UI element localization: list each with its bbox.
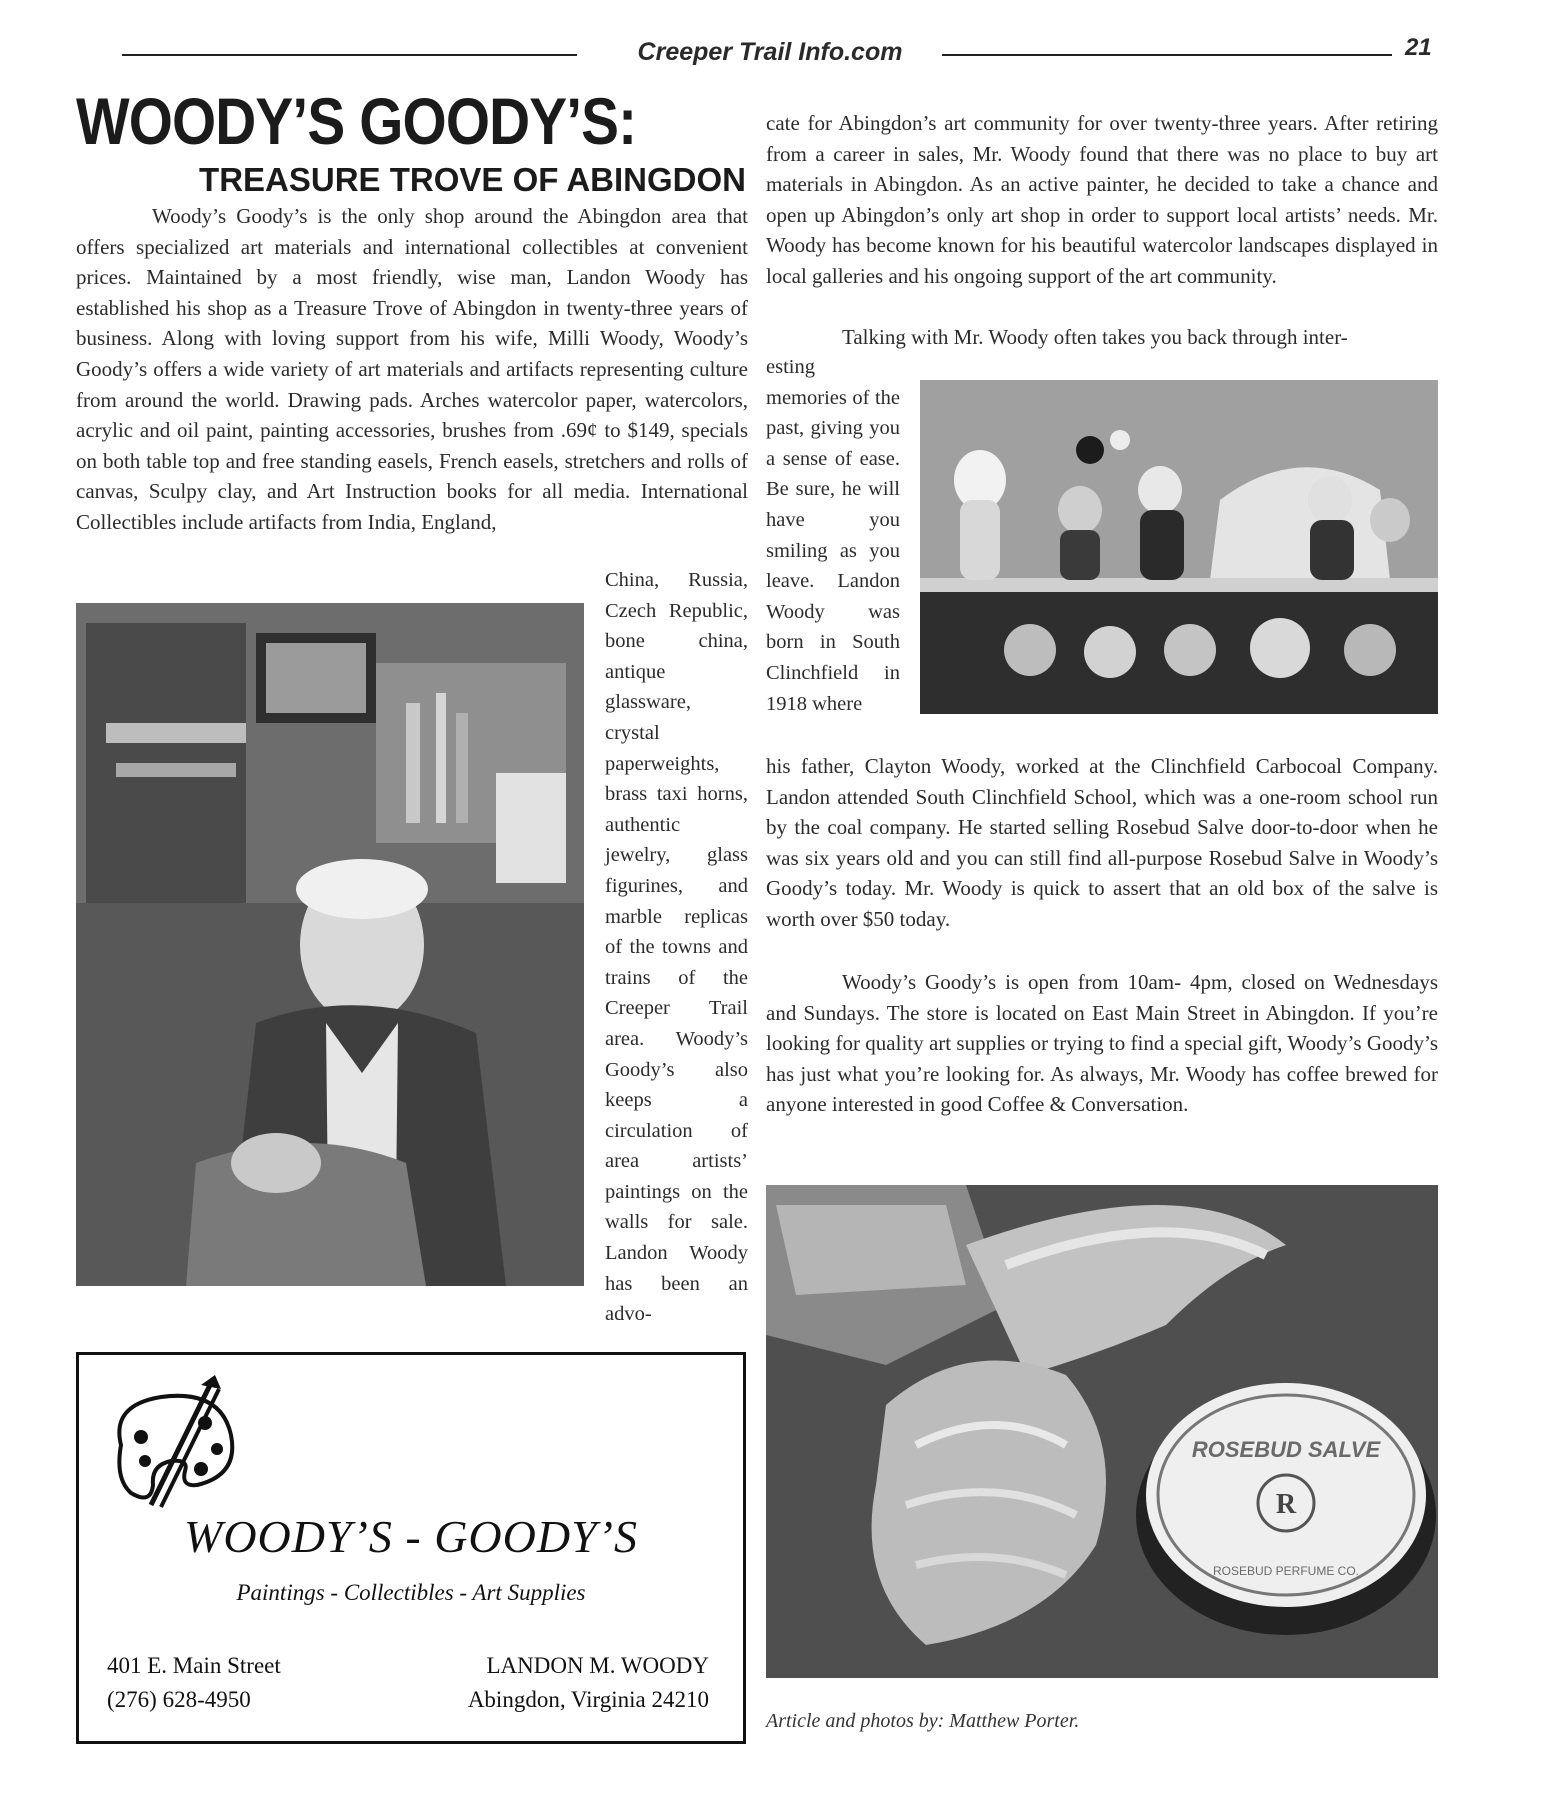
article-title: WOODY’S GOODY’S: (76, 84, 637, 158)
article-paragraph-1: Woody’s Goody’s is the only shop around the Abingdon area that offers specialized art materials and international collectibles at convenient prices. Maintained by a most friendly, wise man, Landon Woody has established his shop as a Treasure Trove of Abingdon in twenty-three years of business. Along with loving support from his wife, Milli Woody, Woody’s Goody’s offers a wide variety of art materials and artifacts representing culture from around the world. Drawing pads. Arches watercolor paper, watercolors, acrylic and oil paint, painting accessories, brushes from .69¢ to $149, specials on both table top and free standing easels, French easels, stretchers and rolls of canvas, Sculpy clay, and Art Instruction books for all media. International Collectibles include artifacts from India, England, (76, 204, 748, 534)
palette-brushes-icon (101, 1375, 241, 1515)
ad-phone: (276) 628-4950 (107, 1687, 251, 1712)
page-number: 21 (1405, 34, 1432, 61)
photo-landon-woody (76, 603, 584, 1286)
ad-tagline: Paintings - Collectibles - Art Supplies (236, 1580, 586, 1605)
advertisement (76, 1352, 746, 1744)
ad-address: 401 E. Main Street (107, 1653, 281, 1678)
article-paragraph-2: cate for Abingdon’s art community for over twenty-three years. After retiring from a career in sales, Mr. Woody found that there was no place to buy art materials in Abingdon. As an active painter, he decided to take a chance and open up Abingdon’s only art shop in order to support local artists’ needs. Mr. Woody has become known for his beautiful watercolor landscapes displayed in local galleries and his ongoing support of the art community. (766, 111, 1438, 288)
salve-rim-text: ROSEBUD PERFUME CO. (1212, 1564, 1360, 1578)
article-paragraph-3-continued: his father, Clayton Woody, worked at the Clinchfield Carbocoal Company. Landon attended South Clinchfield School, which was a one-room school run by the coal company. He started selling Rosebud Salve door-to-door when he was six years old and you can still find all-purpose Rosebud Salve in Woody’s Goody’s today. Mr. Woody is quick to assert that an old box of the salve is worth over $50 today. (766, 754, 1438, 931)
site-name: Creeper Trail Info.com (637, 38, 903, 66)
article-paragraph-3-narrow: esting memories of the past, giving you a sense of ease. Be sure, he will have you smiling as you leave. Landon Woody was born in South Clinchfield in 1918 where (766, 356, 900, 715)
ad-owner: LANDON M. WOODY (486, 1653, 709, 1678)
salve-monogram: R (1275, 1489, 1297, 1520)
photo-eagle-and-rosebud-salve (766, 1185, 1438, 1678)
ad-business-name: WOODY’S - GOODY’S (184, 1511, 638, 1562)
salve-label: ROSEBUD SALVE (1191, 1437, 1381, 1462)
header-rule-left (122, 54, 577, 56)
photo-credit: Article and photos by: Matthew Porter. (766, 1710, 1080, 1732)
article-paragraph-3-first-line: Talking with Mr. Woody often takes you back through inter- (842, 325, 1348, 349)
article-paragraph-1-continued: China, Russia, Czech Republic, bone china, antique glassware, crystal paperweights, brass taxi horns, authentic jewelry, glass figurines, and marble replicas of the towns and trains of the Creeper Trail area. Woody’s Goody’s also keeps a circulation of area artists’ paintings on the walls for sale. Landon Woody has been an advo- (605, 569, 748, 1326)
article-paragraph-4: Woody’s Goody’s is open from 10am- 4pm, closed on Wednesdays and Sundays. The store is located on East Main Street in Abingdon. If you’re looking for quality art supplies or trying to find a special gift, Woody’s Goody’s has just what you’re looking for. As always, Mr. Woody has coffee brewed for anyone interested in good Coffee & Conversation. (766, 970, 1438, 1117)
article-subtitle: TREASURE TROVE OF ABINGDON (199, 161, 746, 198)
photo-glass-figurines (920, 380, 1438, 714)
ad-city: Abingdon, Virginia 24210 (467, 1687, 709, 1712)
header-rule-right (942, 54, 1392, 56)
